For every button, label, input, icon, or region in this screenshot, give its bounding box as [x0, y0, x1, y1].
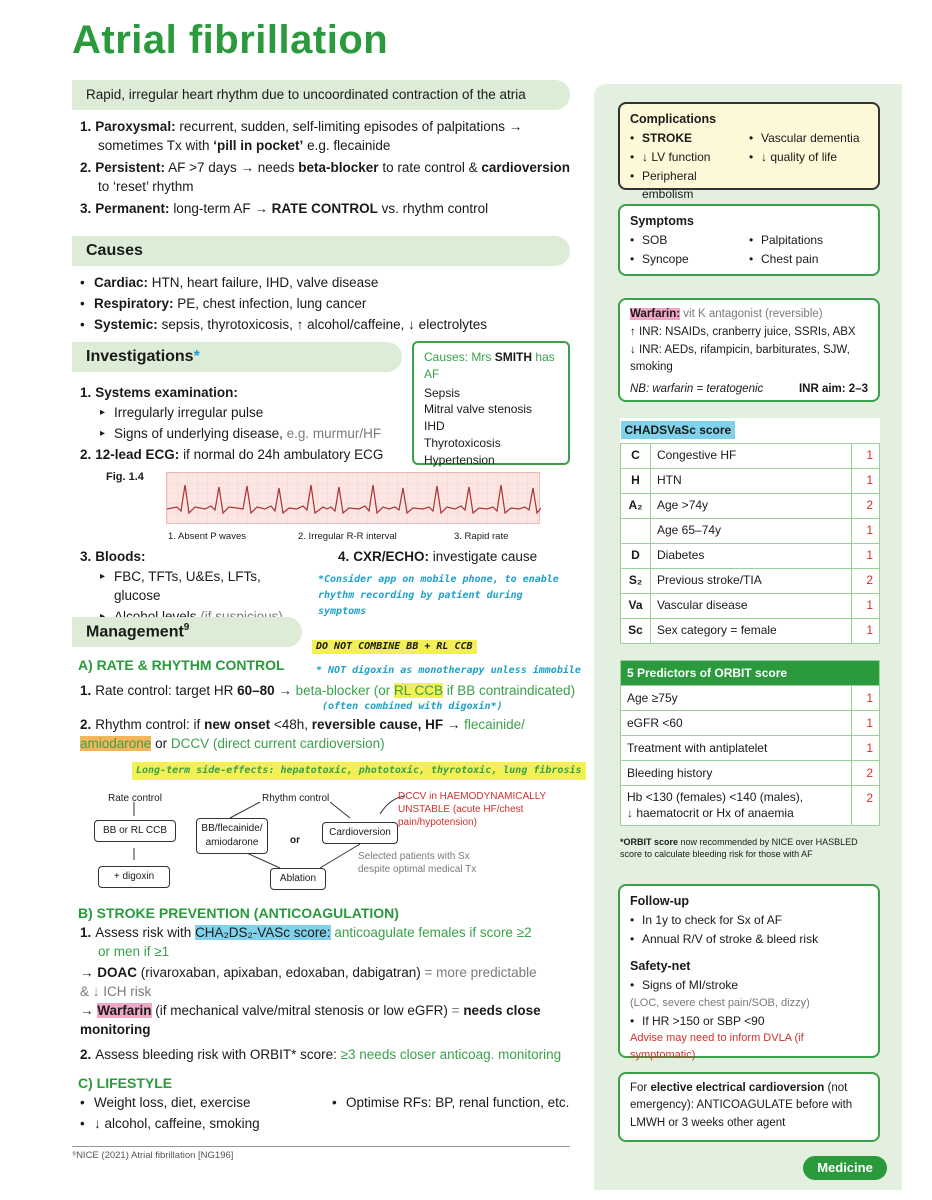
mnemonic-item: Mitral valve stenosis — [424, 402, 533, 417]
mnemonic-item: Hypertension — [424, 452, 495, 467]
orbit-table — [620, 660, 880, 826]
ecg-label: 3. Rapid rate — [454, 531, 509, 542]
type-paroxysmal: 1. Paroxysmal: recurrent, sudden, self-limiting episodes of palpitations → sometimes Tx with ‘pill in pocket’ e.g. flecainide — [80, 119, 523, 153]
cxr-line: 4. CXR/ECHO: investigate cause — [338, 549, 538, 564]
table-row: eGFR <60 1 — [621, 711, 880, 736]
type-permanent: 3. Permanent: long-term AF → RATE CONTROL vs. rhythm control — [80, 200, 489, 216]
followup-item: • Annual R/V of stroke & bleed risk — [630, 930, 868, 949]
dvla-note: Advise may need to inform DVLA (if symptomatic) — [630, 1032, 804, 1062]
inr-aim: INR aim: 2–3 — [798, 383, 868, 396]
safety-heading: Safety-net — [630, 958, 691, 973]
chadsvasc-table — [620, 418, 880, 644]
mnemonic-title: Causes: Mrs SMITH has AF — [424, 350, 555, 381]
complication-item: • Peripheral embolism — [630, 167, 749, 204]
complication-item: • Vascular dementia — [749, 129, 868, 148]
management-heading: Management$^9$ — [72, 617, 302, 647]
table-row: Va Vascular disease 1 — [621, 593, 880, 618]
flow-cardioversion: Cardioversion — [322, 822, 398, 844]
complication-item: STROKE — [642, 131, 693, 146]
mnemonic-item: Thyrotoxicosis — [424, 435, 501, 450]
mnemonic-box — [412, 341, 570, 465]
cardioversion-box: For elective electrical cardioversion (not emergency): ANTICOAGULATE before with LMWH or 3 weeks other agent — [618, 1072, 880, 1142]
medicine-badge: Medicine — [803, 1156, 887, 1180]
flow-rhythm-control: Rhythm control — [262, 793, 330, 804]
lifestyle-title: C) LIFESTYLE — [78, 1075, 173, 1091]
bloods-item: ▸ FBC, TFTs, U&Es, LFTs, glucose — [100, 568, 310, 606]
orbit-note: *ORBIT score now recommended by NICE over HASBLED score to calculate bleeding risk for those with AF — [620, 837, 858, 860]
lifestyle-list-2 — [332, 1094, 572, 1115]
warfarin-inr-up: ↑ INR: NSAIDs, cranberry juice, SSRIs, ABX — [630, 325, 856, 338]
symptom-item: • Chest pain — [749, 250, 868, 269]
orbit-heading: 5 Predictors of ORBIT score — [621, 661, 880, 686]
sys-item: ▸ Irregularly irregular pulse — [100, 404, 410, 423]
stroke-title: B) STROKE PREVENTION (ANTICOAGULATION) — [78, 905, 399, 921]
sys-exam-list — [100, 404, 410, 446]
sys-exam: 1. Systems examination: — [80, 385, 238, 400]
followup-box — [618, 884, 880, 1062]
warfarin-line: → Warfarin (if mechanical valve/mitral stenosis or low eGFR) = needs close monitoring — [80, 1003, 541, 1037]
bloods-line: 3. Bloods: — [80, 549, 146, 564]
footnote: ⁹NICE (2021) Atrial fibrillation [NG196] — [72, 1146, 570, 1162]
app-note: *Consider app on mobile phone, to enable rhythm recording by patient during symptoms — [318, 574, 559, 617]
ecg-label: 2. Irregular R-R interval — [298, 531, 397, 542]
cause-cardiac: • Cardiac: HTN, heart failure, IHD, valve disease — [80, 274, 580, 293]
cause-systemic: • Systemic: sepsis, thyrotoxicosis, ↑ alcohol/caffeine, ↓ electrolytes — [80, 316, 580, 335]
table-row: Age ≥75y 1 — [621, 686, 880, 711]
complication-item: • ↓ quality of life — [749, 148, 868, 167]
mnemonic-item: Sepsis — [424, 385, 461, 400]
lifestyle-item: • ↓ alcohol, caffeine, smoking — [80, 1115, 320, 1134]
ecg-strip — [166, 472, 540, 524]
warfarin-box: Warfarin: vit K antagonist (reversible) ↑ INR: NSAIDs, cranberry juice, SSRIs, ABX ↓ INR: AEDs, rifampicin, barbiturates, SJW, smoking NB: warfarin = teratogenic INR aim: 2–3 — [618, 298, 880, 402]
page-title: Atrial fibrillation — [72, 18, 389, 62]
table-row: Treatment with antiplatelet 1 — [621, 736, 880, 761]
lifestyle-item: • Optimise RFs: BP, renal function, etc. — [332, 1094, 572, 1113]
symptom-item: • Palpitations — [749, 231, 868, 250]
rate-control-line: 1. Rate control: target HR 60–80 → beta-blocker (or RL CCB if BB contraindicated) — [80, 683, 576, 698]
flow-bb-rlccb: BB or RL CCB — [94, 820, 176, 842]
digoxin-note: * NOT digoxin as monotherapy unless immobile — [316, 665, 581, 676]
table-row: Bleeding history 2 — [621, 761, 880, 786]
causes-heading: Causes — [72, 236, 570, 266]
warfarin-inr-down: ↓ INR: AEDs, rifampicin, barbiturates, SJW, smoking — [630, 343, 850, 374]
bb-warning: DO NOT COMBINE BB + RL CCB — [312, 640, 477, 654]
lifestyle-item: • Weight loss, diet, exercise — [80, 1094, 320, 1113]
definition-text: Rapid, irregular heart rhythm due to uncoordinated contraction of the atria — [86, 87, 526, 102]
selected-note: Selected patients with Sx despite optimal medical Tx — [358, 851, 477, 875]
table-row: S₂ Previous stroke/TIA 2 — [621, 568, 880, 593]
ecg-trace — [167, 473, 541, 525]
flow-ablation: Ablation — [270, 868, 326, 890]
symptom-item: • SOB — [630, 231, 749, 250]
sys-item: ▸ Signs of underlying disease, e.g. murmur/HF — [100, 425, 410, 444]
warfarin-nb: NB: warfarin = teratogenic — [630, 383, 764, 396]
flow-rate-control: Rate control — [108, 793, 162, 804]
flow-bb-flec: BB/flecainide/ amiodarone — [196, 818, 268, 854]
investigations-heading: Investigations* — [72, 342, 402, 372]
safety-detail: (LOC, severe chest pain/SOB, dizzy) — [630, 996, 810, 1009]
safety-item: • If HR >150 or SBP <90 — [630, 1012, 868, 1031]
flow-digoxin: + digoxin — [98, 866, 170, 888]
complications-heading: Complications — [630, 112, 717, 126]
table-row: D Diabetes 1 — [621, 543, 880, 568]
dccv-note: DCCV in HAEMODYNAMICALLY UNSTABLE (acute HF/chest pain/hypotension) — [398, 791, 546, 828]
table-row: A₂ Age >74y 2 — [621, 493, 880, 518]
table-row: Age 65–74y 1 — [621, 518, 880, 543]
followup-item: • In 1y to check for Sx of AF — [630, 911, 868, 930]
chadsvasc-heading: CHADSVaSc score — [621, 421, 736, 439]
table-row: Sc Sex category = female 1 — [621, 618, 880, 643]
mnemonic-item: IHD — [424, 419, 445, 434]
symptoms-box — [618, 204, 880, 276]
cause-respiratory: • Respiratory: PE, chest infection, lung cancer — [80, 295, 580, 314]
table-row: C Congestive HF 1 — [621, 443, 880, 468]
ecg-label: 1. Absent P waves — [168, 531, 246, 542]
assess-risk-line: 1. Assess risk with CHA₂DS₂-VASc score: anticoagulate females if score ≥2 or men if ≥1 — [80, 925, 532, 959]
causes-list — [80, 274, 580, 337]
ecg-line: 2. 12-lead ECG: if normal do 24h ambulatory ECG — [80, 447, 384, 462]
lifestyle-list — [80, 1094, 320, 1136]
flow-or: or — [290, 835, 300, 846]
followup-heading: Follow-up — [630, 894, 690, 908]
symptom-item: • Syncope — [630, 250, 749, 269]
doac-line: → DOAC (rivaroxaban, apixaban, edoxaban, dabigatran) = more predictable & ↓ ICH risk — [80, 965, 537, 999]
bleeding-line: 2. Assess bleeding risk with ORBIT* score: ≥3 needs closer anticoag. monitoring — [80, 1047, 562, 1062]
table-row: Hb <130 (females) <140 (males), ↓ haematocrit or Hx of anaemia 2 — [621, 786, 880, 826]
complication-item: • ↓ LV function — [630, 148, 749, 167]
table-row: H HTN 1 — [621, 468, 880, 493]
combined-note: (often combined with digoxin*) — [322, 701, 503, 712]
side-effects-note: Long-term side-effects: hepatotoxic, phototoxic, thyrotoxic, lung fibrosis — [132, 762, 586, 780]
rr-title: A) RATE & RHYTHM CONTROL — [78, 657, 285, 673]
type-persistent: 2. Persistent: AF >7 days → needs beta-blocker to rate control & cardioversion to ‘reset’ rhythm — [80, 159, 570, 194]
fig-label: Fig. 1.4 — [106, 471, 144, 483]
safety-item: • Signs of MI/stroke — [630, 976, 868, 995]
definition-banner — [72, 80, 570, 110]
rhythm-control-line: 2. Rhythm control: if new onset <48h, reversible cause, HF → flecainide/ amiodarone or DCCV (direct current cardioversion) — [80, 717, 525, 751]
complications-box — [618, 102, 880, 202]
af-types-list — [80, 118, 580, 221]
symptoms-heading: Symptoms — [630, 214, 694, 228]
